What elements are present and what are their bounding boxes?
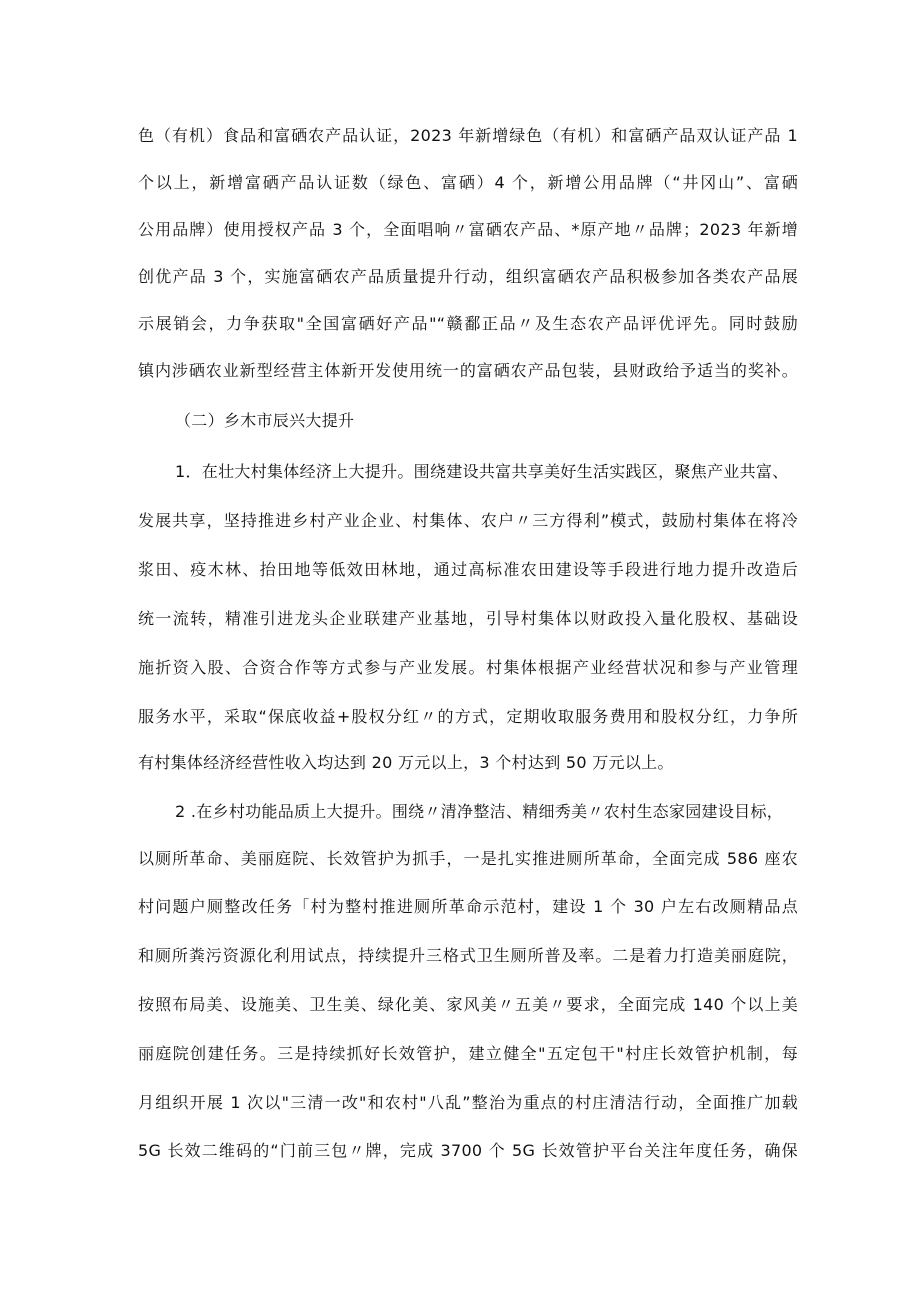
section-heading: （二）乡木市辰兴大提升 xyxy=(175,411,355,430)
paragraph-line: 村问题户厕整改任务「村为整村推进厕所革命示范村，建设 1 个 30 户左右改厕精品点 xyxy=(138,897,798,916)
paragraph-line: 5G 长效二维码的“门前三包〃牌，完成 3700 个 5G 长效管护平台关注年度任务，确保 xyxy=(138,1141,798,1160)
paragraph-line: 丽庭院创建任务。三是持续抓好长效管护，建立健全"五定包干"村庄长效管护机制，每 xyxy=(138,1044,798,1063)
paragraph-line: 个以上，新增富硒产品认证数（绿色、富硒）4 个，新增公用品牌（“井冈山”、富硒 xyxy=(138,173,798,192)
paragraph-line: 服务水平，采取“保底收益+股权分红〃的方式，定期收取服务费用和股权分红，力争所 xyxy=(138,707,798,726)
paragraph-line: 1．在壮大村集体经济上大提升。围绕建设共富共享美好生活实践区，聚焦产业共富、 xyxy=(175,462,789,481)
paragraph-line: 以厕所革命、美丽庭院、长效管护为抓手，一是扎实推进厕所革命，全面完成 586 座农 xyxy=(138,849,798,868)
paragraph-line: 示展销会，力争获取"全国富硒好产品"“赣鄱正品〃及生态农产品评优评先。同时鼓励 xyxy=(138,314,798,333)
paragraph-line: 月组织开展 1 次以"三清一改"和农村"八乱”整治为重点的村庄清洁行动，全面推广加载 xyxy=(138,1093,798,1112)
paragraph-line: 色（有机）食品和富硒农产品认证，2023 年新增绿色（有机）和富硒产品双认证产品 1 xyxy=(138,126,798,145)
paragraph-line: 统一流转，精准引进龙头企业联建产业基地，引导村集体以财政投入量化股权、基础设 xyxy=(138,609,798,628)
paragraph-line: 按照布局美、设施美、卫生美、绿化美、家风美〃五美〃要求，全面完成 140 个以上美 xyxy=(138,995,798,1014)
paragraph-line: 发展共享，坚持推进乡村产业企业、村集体、农户〃三方得利”模式，鼓励村集体在将冷 xyxy=(138,511,798,530)
paragraph-line: 有村集体经济经营性收入均达到 20 万元以上，3 个村达到 50 万元以上。 xyxy=(138,753,674,772)
paragraph-line: 2 .在乡村功能品质上大提升。围绕〃清净整洁、精细秀美〃农村生态家园建设目标， xyxy=(175,802,784,821)
paragraph-line: 和厕所粪污资源化利用试点，持续提升三格式卫生厕所普及率。二是着力打造美丽庭院， xyxy=(138,946,798,965)
paragraph-line: 镇内涉硒农业新型经营主体新开发使用统一的富硒农产品包装，县财政给予适当的奖补。 xyxy=(138,361,798,380)
paragraph-line: 施折资入股、合资合作等方式参与产业发展。村集体根据产业经营状况和参与产业管理 xyxy=(138,658,798,677)
paragraph-line: 创优产品 3 个，实施富硒农产品质量提升行动，组织富硒农产品积极参加各类农产品展 xyxy=(138,267,798,286)
paragraph-line: 浆田、疫木林、抬田地等低效田林地，通过高标准农田建设等手段进行地力提升改造后 xyxy=(138,560,798,579)
paragraph-line: 公用品牌）使用授权产品 3 个，全面唱响〃富硒农产品、*原产地〃品牌；2023 年新增 xyxy=(138,220,798,239)
